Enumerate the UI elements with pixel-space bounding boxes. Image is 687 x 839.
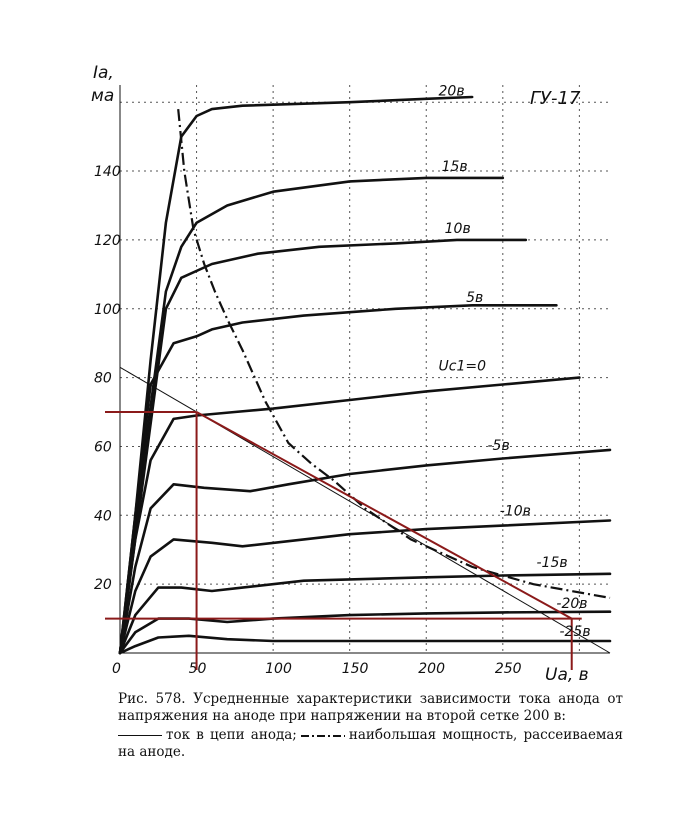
y-axis-unit: ма [91,86,115,106]
series-line [120,97,472,653]
x-tick-label: 150 [341,661,369,677]
y-tick-label: 20 [94,577,112,594]
series-line [120,305,556,653]
series-line [120,521,610,654]
y-axis-label: Iа, [93,63,114,83]
y-tick-label: 120 [94,232,121,249]
y-tick-label: 80 [94,370,112,387]
series-label: -25в [559,623,591,640]
y-tick-label: 40 [94,508,112,525]
series-label: 20в [438,83,465,100]
legend-solid-text: ток в цепи анода; [166,727,297,743]
dash-dot-line-swatch [301,735,345,737]
load-line [120,367,610,653]
x-tick-label: 200 [418,661,445,677]
x-tick-label: 0 [112,661,121,677]
series-label: 15в [441,159,468,176]
x-tick-label: 100 [265,661,292,677]
series-line [120,636,610,653]
series-label: 10в [444,221,471,238]
series-label: -15в [536,554,568,571]
chart-title: ГУ-17 [530,88,581,109]
series-label: 5в [466,289,484,306]
curve-labels [439,83,591,639]
series-line [120,450,610,653]
x-tick-label: 250 [494,661,522,677]
solid-line-swatch [118,735,162,736]
load-line-group [105,367,610,670]
y-tick-label: 60 [94,439,112,456]
x-axis-label: Uа, в [545,665,589,685]
series-label: -5в [487,437,510,454]
figure-caption [118,691,623,763]
caption-legend [118,727,623,761]
x-tick-label: 50 [188,661,207,677]
series-label: -10в [499,503,531,520]
caption-text: Рис. 578. Усредненные характеристики зависимости тока анода от напряжения на аноде при напряжении на второй сетке 200 в: [118,691,623,724]
y-tick-label: 140 [94,164,121,181]
legend-dashdot-text: наибольшая мощность, рассеиваемая на аноде. [118,727,623,760]
series-label: -20в [556,596,588,613]
y-tick-label: 100 [94,301,121,318]
series-label: Uс1=0 [438,358,486,375]
